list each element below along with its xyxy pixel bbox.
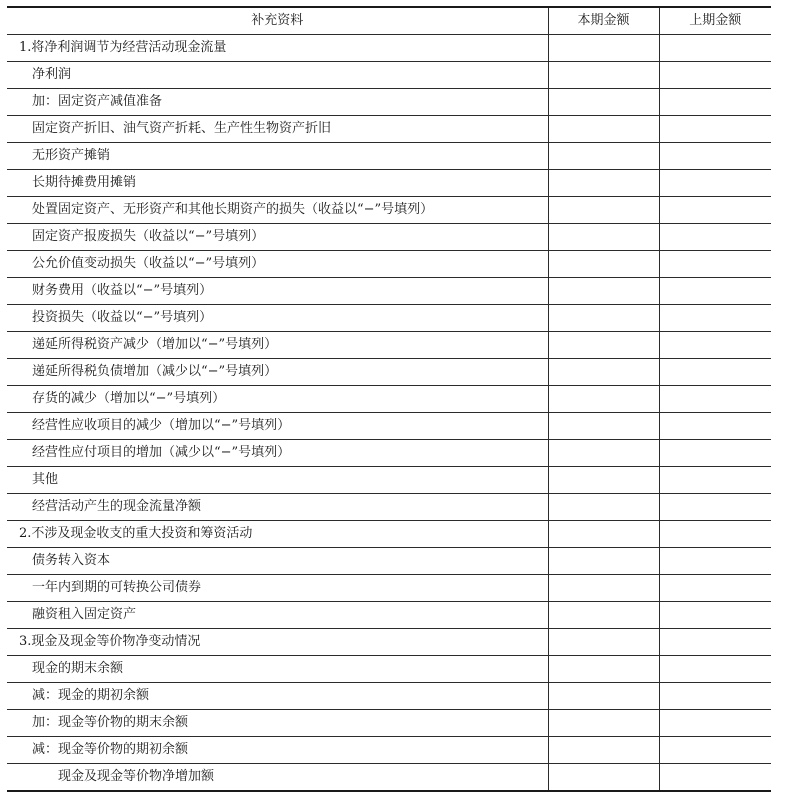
row-label: 其他 (7, 467, 548, 494)
table-row (7, 548, 771, 575)
row-label: 融资租入固定资产 (7, 602, 548, 629)
previous-amount-cell[interactable] (659, 629, 771, 656)
current-amount-cell[interactable] (548, 305, 659, 332)
table-row (7, 629, 771, 656)
previous-amount-cell[interactable] (659, 737, 771, 764)
table-row (7, 359, 771, 386)
table-row (7, 35, 771, 62)
previous-amount-cell[interactable] (659, 548, 771, 575)
table-body (7, 35, 771, 792)
row-label: 净利润 (7, 62, 548, 89)
current-amount-cell[interactable] (548, 737, 659, 764)
current-amount-cell[interactable] (548, 710, 659, 737)
previous-amount-cell[interactable] (659, 710, 771, 737)
previous-amount-cell[interactable] (659, 116, 771, 143)
table-row (7, 764, 771, 792)
table-row (7, 116, 771, 143)
previous-amount-cell[interactable] (659, 467, 771, 494)
previous-amount-cell[interactable] (659, 332, 771, 359)
previous-amount-cell[interactable] (659, 305, 771, 332)
current-amount-cell[interactable] (548, 764, 659, 792)
row-label: 一年内到期的可转换公司债券 (7, 575, 548, 602)
table-row (7, 224, 771, 251)
table-row (7, 143, 771, 170)
row-label: 财务费用（收益以“−”号填列） (7, 278, 548, 305)
table-row (7, 89, 771, 116)
previous-amount-cell[interactable] (659, 494, 771, 521)
current-amount-cell[interactable] (548, 440, 659, 467)
current-amount-cell[interactable] (548, 683, 659, 710)
previous-amount-cell[interactable] (659, 521, 771, 548)
row-label: 固定资产报废损失（收益以“−”号填列） (7, 224, 548, 251)
previous-amount-cell[interactable] (659, 224, 771, 251)
table-row (7, 656, 771, 683)
row-label: 固定资产折旧、油气资产折耗、生产性生物资产折旧 (7, 116, 548, 143)
table-row (7, 170, 771, 197)
current-amount-cell[interactable] (548, 656, 659, 683)
row-label: 3.现金及现金等价物净变动情况 (7, 629, 548, 656)
current-amount-cell[interactable] (548, 467, 659, 494)
current-amount-cell[interactable] (548, 143, 659, 170)
supplementary-info-table (7, 6, 771, 792)
table-row (7, 467, 771, 494)
row-label: 处置固定资产、无形资产和其他长期资产的损失（收益以“−”号填列） (7, 197, 548, 224)
row-label: 公允价值变动损失（收益以“−”号填列） (7, 251, 548, 278)
previous-amount-cell[interactable] (659, 170, 771, 197)
row-label: 债务转入资本 (7, 548, 548, 575)
row-label: 经营活动产生的现金流量净额 (7, 494, 548, 521)
previous-amount-cell[interactable] (659, 440, 771, 467)
row-label: 经营性应收项目的减少（增加以“−”号填列） (7, 413, 548, 440)
row-label: 减：现金的期初余额 (7, 683, 548, 710)
row-label: 存货的减少（增加以“−”号填列） (7, 386, 548, 413)
row-label: 投资损失（收益以“−”号填列） (7, 305, 548, 332)
row-label: 递延所得税资产减少（增加以“−”号填列） (7, 332, 548, 359)
current-amount-cell[interactable] (548, 251, 659, 278)
previous-amount-cell[interactable] (659, 656, 771, 683)
current-amount-cell[interactable] (548, 548, 659, 575)
row-label: 2.不涉及现金收支的重大投资和筹资活动 (7, 521, 548, 548)
table-row (7, 710, 771, 737)
table-row (7, 521, 771, 548)
table-row (7, 197, 771, 224)
previous-amount-cell[interactable] (659, 143, 771, 170)
row-label: 加：现金等价物的期末余额 (7, 710, 548, 737)
row-label: 1.将净利润调节为经营活动现金流量 (7, 35, 548, 62)
previous-amount-cell[interactable] (659, 251, 771, 278)
table-row (7, 683, 771, 710)
row-label: 经营性应付项目的增加（减少以“−”号填列） (7, 440, 548, 467)
table-row (7, 602, 771, 629)
table-row (7, 332, 771, 359)
table-row (7, 278, 771, 305)
previous-amount-cell[interactable] (659, 683, 771, 710)
table-row (7, 386, 771, 413)
previous-amount-cell[interactable] (659, 359, 771, 386)
table-row (7, 737, 771, 764)
current-amount-cell[interactable] (548, 386, 659, 413)
current-amount-cell[interactable] (548, 35, 659, 62)
row-label: 长期待摊费用摊销 (7, 170, 548, 197)
previous-amount-cell[interactable] (659, 602, 771, 629)
row-label: 加：固定资产减值准备 (7, 89, 548, 116)
table-row (7, 440, 771, 467)
previous-amount-cell[interactable] (659, 764, 771, 792)
current-amount-cell[interactable] (548, 575, 659, 602)
previous-amount-cell[interactable] (659, 62, 771, 89)
table-row (7, 251, 771, 278)
current-amount-cell[interactable] (548, 629, 659, 656)
current-amount-cell[interactable] (548, 332, 659, 359)
current-amount-cell[interactable] (548, 62, 659, 89)
header-current-amount: 本期金额 (548, 7, 659, 35)
previous-amount-cell[interactable] (659, 278, 771, 305)
current-amount-cell[interactable] (548, 494, 659, 521)
current-amount-cell[interactable] (548, 278, 659, 305)
row-label: 现金及现金等价物净增加额 (7, 764, 548, 792)
previous-amount-cell[interactable] (659, 89, 771, 116)
row-label: 现金的期末余额 (7, 656, 548, 683)
previous-amount-cell[interactable] (659, 386, 771, 413)
row-label: 递延所得税负债增加（减少以“−”号填列） (7, 359, 548, 386)
table-row (7, 62, 771, 89)
current-amount-cell[interactable] (548, 602, 659, 629)
current-amount-cell[interactable] (548, 359, 659, 386)
header-row (7, 7, 771, 35)
previous-amount-cell[interactable] (659, 35, 771, 62)
table-row (7, 305, 771, 332)
header-previous-amount: 上期金额 (659, 7, 771, 35)
header-label: 补充资料 (7, 7, 548, 35)
current-amount-cell[interactable] (548, 89, 659, 116)
current-amount-cell[interactable] (548, 413, 659, 440)
current-amount-cell[interactable] (548, 170, 659, 197)
table-row (7, 575, 771, 602)
previous-amount-cell[interactable] (659, 413, 771, 440)
row-label: 无形资产摊销 (7, 143, 548, 170)
row-label: 减：现金等价物的期初余额 (7, 737, 548, 764)
table-row (7, 413, 771, 440)
previous-amount-cell[interactable] (659, 575, 771, 602)
current-amount-cell[interactable] (548, 521, 659, 548)
current-amount-cell[interactable] (548, 224, 659, 251)
table-row (7, 494, 771, 521)
current-amount-cell[interactable] (548, 116, 659, 143)
current-amount-cell[interactable] (548, 197, 659, 224)
previous-amount-cell[interactable] (659, 197, 771, 224)
